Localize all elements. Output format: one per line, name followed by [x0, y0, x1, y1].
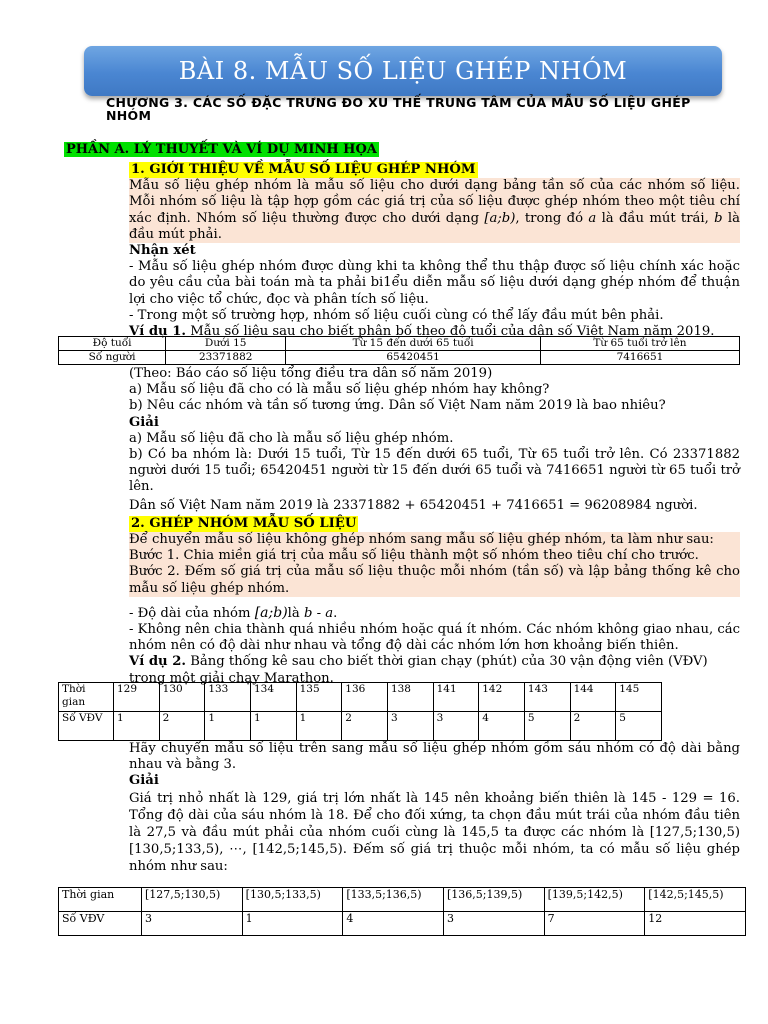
table-cell: Độ tuổi [59, 337, 166, 351]
table-cell: Dưới 15 [166, 337, 286, 351]
table-cell: 134 [250, 683, 296, 712]
definition-text: Mẫu số liệu ghép nhóm là mẫu số liệu cho dưới dạng bảng tần số của các nhóm số liệu. Mỗi nhóm số liệu là tập hợp gồm các giá trị của số liệu được ghép nhóm theo một tiêu chí xác định. Nhóm số liệu thường được cho dưới dạng [129, 178, 740, 226]
part-a-heading: PHẦN A. LÝ THUYẾT VÀ VÍ DỤ MINH HỌA [66, 142, 377, 157]
lesson-title-banner: BÀI 8. MẪU SỐ LIỆU GHÉP NHÓM [84, 46, 722, 96]
question-b: b) Nêu các nhóm và tần số tương ứng. Dân số Việt Nam năm 2019 là bao nhiêu? [129, 398, 666, 414]
total-expression: 23371882 + 65420451 + 7416651 = 96208984 [333, 497, 652, 513]
table-cell: Số VĐV [59, 712, 114, 741]
step-2: Bước 2. Đếm số giá trị của mẫu số liệu thuộc mỗi nhóm (tần số) và lập bảng thống kê cho mẫu số liệu ghép nhóm. [129, 564, 740, 596]
table-cell: Thời gian [59, 683, 114, 712]
table-cell: 7 [544, 912, 645, 936]
table-cell: 3 [443, 912, 544, 936]
table-cell: 144 [570, 683, 616, 712]
groups-list: [130,5;133,5), ⋯, [142,5;145,5) [129, 841, 343, 857]
group-length-note [129, 605, 740, 622]
table-cell: 130 [159, 683, 205, 712]
section-2-heading: 2. GHÉP NHÓM MẪU SỐ LIỆU [131, 515, 357, 531]
table-cell: [133,5;136,5) [343, 888, 444, 912]
example-1-body [129, 366, 740, 687]
table-cell: Số người [59, 351, 166, 365]
example-text: Bảng thống kê sau cho biết thời gian chạy (phút) của 30 vận động viên (VĐV) trong một giải chạy Marathon. [129, 654, 708, 686]
example-label: Ví dụ 1. [129, 324, 186, 340]
length-expression: b - a [303, 605, 334, 621]
remark-1: - Mẫu số liệu ghép nhóm được dùng khi ta không thể thu thập được số liệu chính xác hoặc do yêu cầu của bài toán mà ta phải bi1ểu diễn mẫu số liệu dưới dạng ghép nhóm để thuận lợi cho việc tổ chức, đọc và phân tích số liệu. [129, 259, 740, 307]
table-cell: 141 [433, 683, 479, 712]
section-1-heading: 1. GIỚI THIỆU VỀ MẪU SỐ LIỆU GHÉP NHÓM [131, 162, 476, 177]
definition-text: là đầu mút phải. [129, 210, 740, 242]
table-cell: 3 [433, 712, 479, 741]
table-row [59, 712, 662, 741]
table-cell: 145 [616, 683, 662, 712]
chapter-title: CHƯƠNG 3. CÁC SỐ ĐẶC TRƯNG ĐO XU THẾ TRUNG TÂM CỦA MẪU SỐ LIỆU GHÉP NHÓM [106, 95, 691, 123]
table-cell: 1 [205, 712, 251, 741]
table-cell: 2 [342, 712, 388, 741]
table-cell: [139,5;142,5) [544, 888, 645, 912]
solution-text: . Đếm số giá trị thuộc mỗi nhóm, ta có mẫu số liệu ghép nhóm như sau: [129, 841, 740, 874]
document-body [129, 162, 740, 340]
length-text: . [333, 605, 338, 621]
table-cell: [136,5;139,5) [443, 888, 544, 912]
table-row [59, 683, 662, 712]
right-endpoint-symbol: b [714, 210, 723, 226]
table-cell: 143 [524, 683, 570, 712]
example-label: Ví dụ 2. [129, 654, 186, 670]
table-row [59, 337, 740, 351]
table-cell: 136 [342, 683, 388, 712]
table-cell: 4 [343, 912, 444, 936]
example-2-body [129, 741, 740, 875]
table-cell: [127,5;130,5) [142, 888, 243, 912]
example-2-task: Hãy chuyển mẫu số liệu trên sang mẫu số liệu ghép nhóm gồm sáu nhóm có độ dài bằng nhau và bằng 3. [129, 741, 740, 773]
table-cell: 129 [114, 683, 160, 712]
table-cell: Từ 15 đến dưới 65 tuổi [286, 337, 541, 351]
solution-text: . Tổng độ dài của sáu nhóm là 18. Để cho đối xứng, ta chọn đầu mút trái của nhóm đầu tiên là 27,5 và đầu mút phải của nhóm cuối cùng là 145,5 ta được các nhóm là [129, 790, 740, 840]
definition-paragraph [129, 178, 740, 243]
step-1: Bước 1. Chia miền giá trị của mẫu số liệu thành một số nhóm theo tiêu chí cho trước. [129, 548, 699, 564]
table-cell: 1 [114, 712, 160, 741]
age-distribution-table [58, 336, 740, 365]
table-cell: 4 [479, 712, 525, 741]
table-cell: 1 [296, 712, 342, 741]
interval-notation: [a;b) [484, 210, 516, 226]
table-cell: 2 [159, 712, 205, 741]
table-row [59, 888, 746, 912]
table-cell: [130,5;133,5) [242, 888, 343, 912]
total-text: Dân số Việt Nam năm 2019 là [129, 497, 334, 513]
table-cell: 3 [142, 912, 243, 936]
first-group-interval: [127,5;130,5) [649, 824, 740, 840]
question-a: a) Mẫu số liệu đã cho có là mẫu số liệu ghép nhóm hay không? [129, 382, 550, 398]
interval-notation: [a;b) [254, 604, 288, 621]
table-cell: 5 [524, 712, 570, 741]
table-cell: 7416651 [540, 351, 739, 365]
table-cell: 23371882 [166, 351, 286, 365]
solution-title: Giải [129, 414, 159, 430]
table-cell: 65420451 [286, 351, 541, 365]
answer-b: b) Có ba nhóm là: Dưới 15 tuổi, Từ 15 đến dưới 65 tuổi, Từ 65 tuổi trở lên. Có 23371882 người dưới 15 tuổi; 65420451 người từ 15 đến dưới 65 tuổi và 7416651 người từ 65 tuổi trở lên. [129, 447, 740, 495]
range-expression: 145 - 129 = 16 [631, 790, 736, 806]
table-cell: Số VĐV [59, 912, 142, 936]
solution-title: Giải [129, 773, 159, 789]
solution-text: Giá trị nhỏ nhất là 129, giá trị lớn nhất là 145 nên khoảng biến thiên là [129, 790, 632, 806]
table-cell: 3 [387, 712, 433, 741]
answer-a: a) Mẫu số liệu đã cho là mẫu số liệu ghép nhóm. [129, 430, 454, 446]
table-cell: 2 [570, 712, 616, 741]
table-cell: 1 [242, 912, 343, 936]
remark-title: Nhận xét [129, 243, 196, 259]
total-population [129, 498, 740, 514]
table-cell: Từ 65 tuổi trở lên [540, 337, 739, 351]
table-cell: 5 [616, 712, 662, 741]
remark-2: - Trong một số trường hợp, nhóm số liệu cuối cùng có thể lấy đầu mút bên phải. [129, 307, 664, 323]
definition-text: , trong đó [515, 210, 589, 226]
length-text: là [287, 605, 304, 621]
length-text: - Độ dài của nhóm [129, 605, 255, 621]
source-note: (Theo: Báo cáo số liệu tổng điều tra dân số năm 2019) [129, 366, 493, 381]
table-cell: 12 [645, 912, 746, 936]
definition-text: là đầu mút trái, [596, 210, 715, 226]
table-cell: 135 [296, 683, 342, 712]
grouped-data-table [58, 887, 746, 936]
grouping-advice: - Không nên chia thành quá nhiều nhóm hoặc quá ít nhóm. Các nhóm không giao nhau, các nhóm nên có độ dài như nhau và tổng độ dài các nhóm lớn hơn khoảng biến thiên. [129, 622, 740, 654]
table-cell: 142 [479, 683, 525, 712]
table-cell: 138 [387, 683, 433, 712]
procedure-intro: Để chuyển mẫu số liệu không ghép nhóm sang mẫu số liệu ghép nhóm, ta làm như sau: [129, 532, 714, 548]
table-row [59, 351, 740, 365]
table-cell: Thời gian [59, 888, 142, 912]
marathon-time-table [58, 682, 662, 741]
left-endpoint-symbol: a [588, 210, 597, 226]
example-2-solution [129, 790, 740, 875]
total-text: người. [651, 497, 698, 513]
table-cell: 133 [205, 683, 251, 712]
table-cell: 1 [250, 712, 296, 741]
table-row [59, 912, 746, 936]
table-cell: [142,5;145,5) [645, 888, 746, 912]
example-text: Mẫu số liệu sau cho biết phân bố theo độ tuổi của dân số Việt Nam năm 2019. [186, 324, 715, 340]
grouping-procedure-box [129, 532, 740, 597]
